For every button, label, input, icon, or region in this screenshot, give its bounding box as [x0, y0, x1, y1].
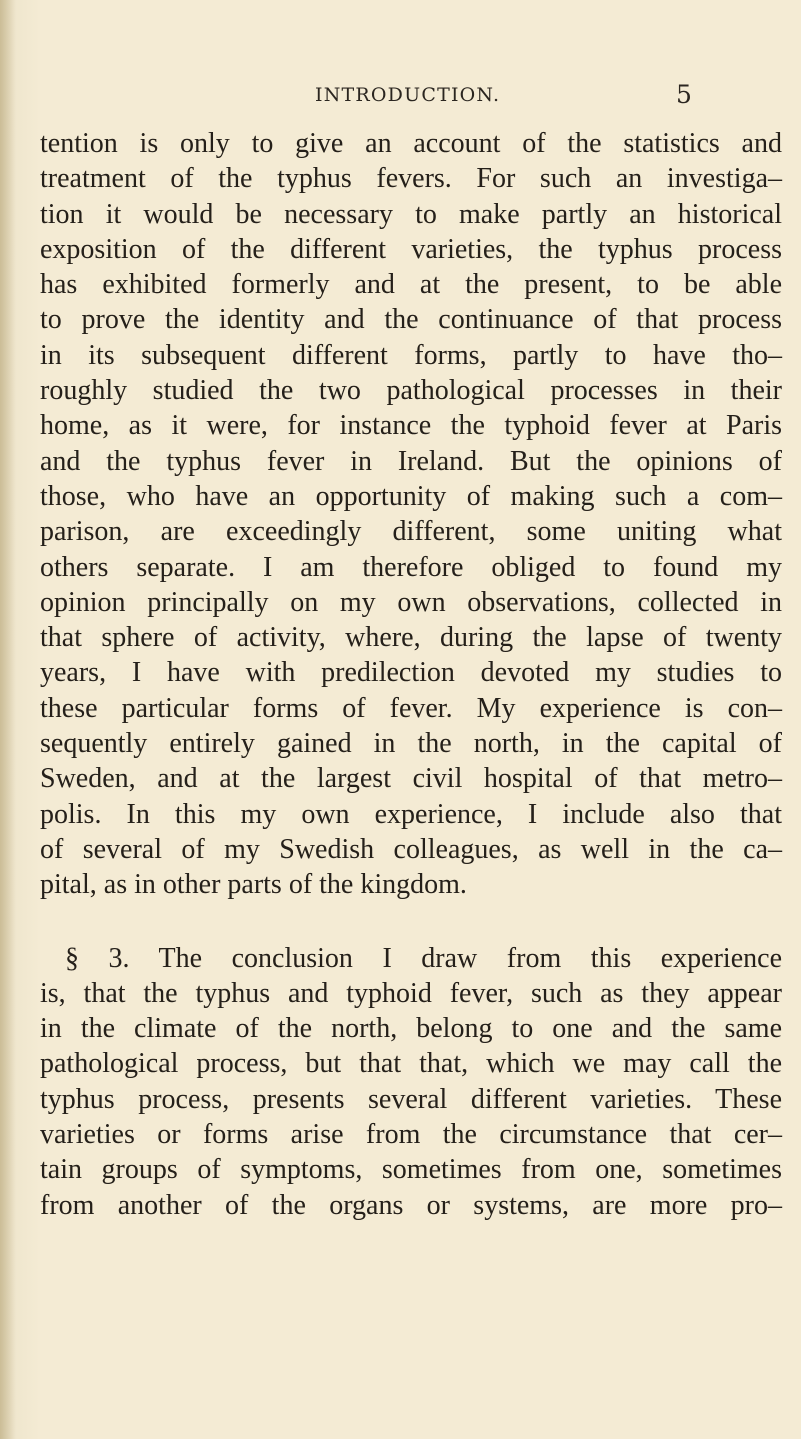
text-line: tain groups of symptoms, sometimes from one, sometimes: [40, 1154, 782, 1186]
text-line: tion it would be necessary to make partly an historical: [40, 198, 782, 230]
text-line: to prove the identity and the continuance of that process: [40, 304, 782, 336]
text-line: those, who have an opportunity of making such a com–: [40, 480, 782, 512]
section-heading-line: § 3. The conclusion I draw from this experience: [65, 942, 782, 974]
text-line: from another of the organs or systems, are more pro–: [40, 1189, 782, 1221]
text-line: these particular forms of fever. My experience is con–: [40, 692, 782, 724]
page-gutter-shadow: [0, 0, 16, 1439]
text-line: exposition of the different varieties, the typhus process: [40, 233, 782, 265]
text-line: polis. In this my own experience, I include also that: [40, 798, 782, 830]
paragraph-1: [40, 126, 782, 903]
text-line: and the typhus fever in Ireland. But the opinions of: [40, 445, 782, 477]
paragraph-gap: [40, 903, 782, 941]
text-line: pital, as in other parts of the kingdom.: [40, 869, 467, 901]
text-line: tention is only to give an account of the statistics and: [40, 128, 782, 159]
running-title: INTRODUCTION.: [315, 84, 501, 106]
text-line: parison, are exceedingly different, some uniting what: [40, 516, 782, 548]
text-line: in the climate of the north, belong to one and the same: [40, 1013, 782, 1045]
text-line: in its subsequent different forms, partly to have tho–: [40, 339, 782, 371]
text-line: that sphere of activity, where, during the lapse of twenty: [40, 622, 782, 654]
paragraph-2: [40, 941, 782, 1223]
text-line: varieties or forms arise from the circumstance that cer–: [40, 1119, 782, 1151]
text-line: typhus process, presents several different varieties. These: [40, 1083, 782, 1115]
text-line: has exhibited formerly and at the present, to be able: [40, 269, 782, 301]
text-line: treatment of the typhus fevers. For such an investiga–: [40, 163, 782, 195]
text-line: others separate. I am therefore obliged to found my: [40, 551, 782, 583]
body-text: [40, 126, 782, 1223]
text-line: opinion principally on my own observations, collected in: [40, 586, 782, 618]
running-head: [0, 80, 801, 110]
text-line: home, as it were, for instance the typhoid fever at Paris: [40, 410, 782, 442]
text-line: pathological process, but that that, which we may call the: [40, 1048, 782, 1080]
text-line: years, I have with predilection devoted my studies to: [40, 657, 782, 689]
text-line: of several of my Swedish colleagues, as well in the ca–: [40, 833, 782, 865]
text-line: roughly studied the two pathological processes in their: [40, 375, 782, 407]
text-line: is, that the typhus and typhoid fever, such as they appear: [40, 977, 782, 1009]
text-line: sequently entirely gained in the north, in the capital of: [40, 728, 782, 760]
text-line: Sweden, and at the largest civil hospital of that metro–: [40, 763, 782, 795]
page-number: 5: [676, 80, 692, 109]
